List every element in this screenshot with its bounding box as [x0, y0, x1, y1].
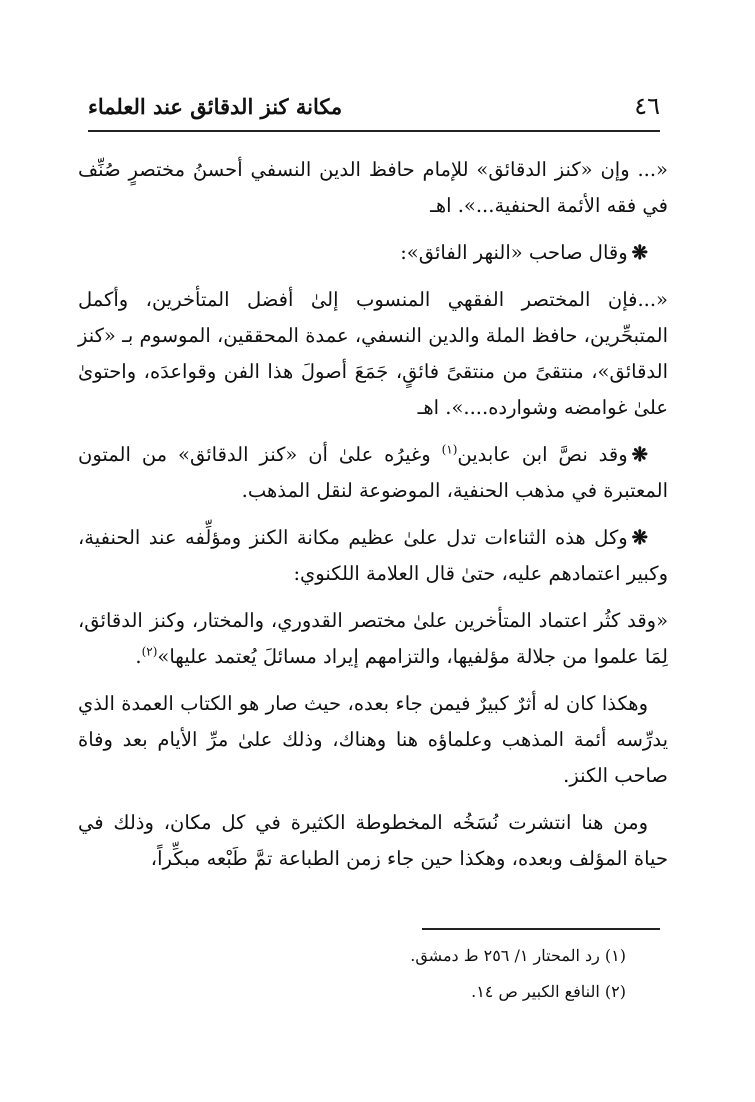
page-number: ٤٦	[634, 92, 660, 120]
paragraph-text-continued: وغيرُه علىٰ أن «كنز الدقائق» من المتون المعتبرة في مذهب الحنفية، الموضوعة لنقل المذهب.	[78, 443, 668, 502]
footnote-2: (٢) النافع الكبير ص ١٤.	[471, 982, 626, 1001]
footnotes	[78, 938, 626, 1010]
paragraph-text: «...فإن المختصر الفقهي المنسوب إلىٰ أفضل المتأخرين، وأكمل المتبحِّرين، حافظ الملة والدين النسفي، عمدة المحققين، الموسوم بـ «كنز الدقائق»، منتقىً من منتقىً فائقٍ، جَمَعَ أصولَ هذا الفن وقواعدَه، واحتوىٰ علىٰ غوامضه وشوارده....». اهـ	[78, 288, 668, 419]
footnote-divider	[422, 928, 660, 930]
paragraph-influence	[78, 686, 668, 794]
paragraph-praises	[78, 520, 668, 592]
paragraph-text: وكل هذه الثناءات تدل علىٰ عظيم مكانة الكنز ومؤلِّفه عند الحنفية، وكبير اعتمادهم عليه، حتىٰ قال العلامة اللكنوي:	[78, 526, 668, 585]
star-bullet-icon: ❋	[631, 241, 648, 264]
paragraph-text: وهكذا كان له أثرٌ كبيرٌ فيمن جاء بعده، حيث صار هو الكتاب العمدة الذي يدرِّسه أئمة المذهب وعلماؤه هنا وهناك، وذلك علىٰ مرِّ الأيام بعد وفاة صاحب الكنز.	[78, 692, 668, 787]
paragraph-text-continued: .	[135, 645, 142, 668]
footnote-ref-2[interactable]: (٢)	[141, 644, 158, 659]
paragraph-ibn-abidin	[78, 437, 668, 509]
paragraph-text: وقال صاحب «النهر الفائق»:	[400, 241, 628, 264]
page-header	[88, 86, 660, 132]
paragraph-text: وقد نصَّ ابن عابدين	[457, 443, 628, 466]
footnote-1: (١) رد المحتار ١/ ٢٥٦ ط دمشق.	[410, 946, 626, 965]
paragraph-text: «... وإن «كنز الدقائق» للإمام حافظ الدين النسفي أحسنُ مختصرٍ صُنِّف في فقه الأئمة الحنفية...». اهـ	[78, 158, 668, 217]
running-title: مكانة كنز الدقائق عند العلماء	[88, 94, 343, 119]
paragraph-text: «وقد كثُر اعتماد المتأخرين علىٰ مختصر القدوري، والمختار، وكنز الدقائق، لِمَا علموا من جلالة مؤلفيها، والتزامهم إيراد مسائلَ يُعتمد عليها»	[78, 609, 668, 668]
paragraph-quote-nasafi	[78, 152, 668, 224]
paragraph-nahr-faiq-intro	[78, 235, 668, 271]
paragraph-manuscripts	[78, 805, 668, 877]
paragraph-quote-laknawi	[78, 603, 668, 675]
paragraph-text: ومن هنا انتشرت نُسَخُه المخطوطة الكثيرة في كل مكان، وذلك في حياة المؤلف وبعده، وهكذا حين جاء زمن الطباعة تمَّ طَبْعه مبكِّراً،	[78, 811, 668, 870]
paragraph-quote-nahr-faiq	[78, 282, 668, 426]
body-text	[78, 152, 668, 888]
star-bullet-icon: ❋	[631, 443, 648, 466]
star-bullet-icon: ❋	[631, 526, 648, 549]
footnote-ref-1[interactable]: (١)	[441, 442, 458, 457]
